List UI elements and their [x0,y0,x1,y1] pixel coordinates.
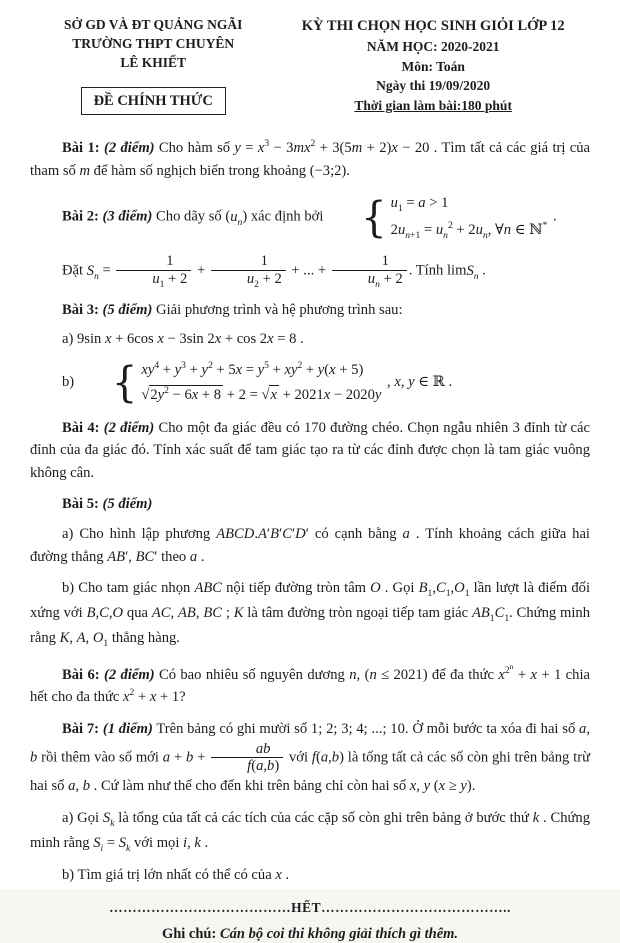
exam-date: Ngày thi 19/09/2020 [376,78,491,94]
problem-bai-2: Bài 2: (3 điểm) Cho dãy số $(u_n)$ xác định bởi { $u_1 = a > 1$ $2u_{n+1} = u_n^2 + 2u_n$, ∀n ∈ ℕ* . [62,193,557,242]
problem-bai-3: Bài 3: (5 điểm) Giải phương trình và hệ phương trình sau: [62,301,403,318]
problem-bai-7: Bài 7: (1 điểm) Trên bảng có ghi mười số 1; 2; 3; 4; ...; 10. Ở mỗi bước ta xóa đi hai số a, b rồi thêm vào số mới a + b + $\frac{ab}{f(a,b)}$ với f(a,b) là tổng tất cả các số còn ghi trên bảng trừ hai số a, b . Cứ làm như thế cho đến khi trên bảng chỉ còn hai số x, y (x ≥ y). [30,721,590,795]
problem-bai-7-b: b) Tìm giá trị lớn nhất có thể có của x . [62,866,290,883]
problem-bai-4: Bài 4: (2 điểm) Cho một đa giác đều có 170 đường chéo. Chọn ngẫu nhiên 3 đỉnh từ các đỉnh của đa giác đó. Tính xác suất để tam giác tạo ra từ các đỉnh được chọn là tam giác vuông không cân. [30,419,590,481]
exam-duration: Thời gian làm bài:180 phút [354,97,512,113]
school-name-line1: TRƯỜNG THPT CHUYÊN [72,35,235,51]
problem-bai-2-sum: Đặt $S_n$ = $\frac{1}{u_1 + 2}$ + $\frac{1}{u_2 + 2}$ + ... + $\frac{1}{u_n + 2}$ . Tính limS$_n$ . [62,253,486,290]
issuing-authority-block [30,16,276,115]
exam-header [30,16,590,115]
school-name-line2: LÊ KHIẾT [120,54,187,70]
department-name: SỞ GD VÀ ĐT QUẢNG NGÃI [63,17,243,32]
problem-bai-5: Bài 5: (5 điểm) [62,496,153,513]
school-year: NĂM HỌC: 2020-2021 [366,39,500,55]
note-label: Ghi chú: [161,926,217,943]
subject: Môn: Toán [401,58,465,74]
problem-bai-5-b: b) Cho tam giác nhọn ABC nội tiếp đường tròn tâm O . Gọi $B_1,C_1,O_1$ lần lượt là điểm đối xứng với B,C,O qua AC, AB, BC ; K là tâm đường tròn ngoại tiếp tam giác $AB_1C_1$. Chứng minh rằng K, A, $O_1$ thẳng hàng. [30,580,591,649]
problem-bai-7-a: a) Gọi $S_k$ là tổng của tất cả các tích của các cặp số còn ghi trên bảng ở bước thứ k . Chứng minh rằng $S_i = S_k$ với mọi i, k . [30,809,590,854]
exam-footer [30,900,590,943]
problem-bai-6: Bài 6: (2 điểm) Có bao nhiêu số nguyên dương n, (n ≤ 2021) để đa thức $x^{2^n} + x + 1$ chia hết cho đa thức $x^2 + x + 1$? [30,661,590,706]
problem-bai-3-b: b) { $xy^4 + y^3 + y^2 + 5x = y^5 + xy^2 + y(x + 5)$ $√2y^2 - 6x + 8 + 2 = √x + 2021x - 2020y$ , x, y ∈ ℝ . [62,358,453,407]
end-marker: …………………………………HẾT………………………………….. [109,900,511,916]
official-exam-stamp: ĐỀ CHÍNH THỨC [81,87,226,115]
note-text: Cán bộ coi thi không giải thích gì thêm. [219,926,459,943]
problem-bai-1: Bài 1: (2 điểm) Cho hàm số $y = x^3 - 3mx^2 + 3(5m + 2)x - 20$ . Tìm tất cả các giá trị của tham số m để hàm số nghịch biến trong khoảng (−3;2). [30,138,591,179]
exam-title-block [276,16,590,115]
problem-bai-3-a: a) 9sin x + 6cos x − 3sin 2x + cos 2x = 8 . [62,331,304,348]
exam-body [30,137,590,886]
footer-note [30,926,590,943]
exam-title: KỲ THI CHỌN HỌC SINH GIỎI LỚP 12 [301,18,565,34]
problem-bai-5-a: a) Cho hình lập phương ABCD.A′B′C′D′ có cạnh bằng a . Tính khoảng cách giữa hai đường thẳng AB′, BC′ theo a . [30,526,590,565]
